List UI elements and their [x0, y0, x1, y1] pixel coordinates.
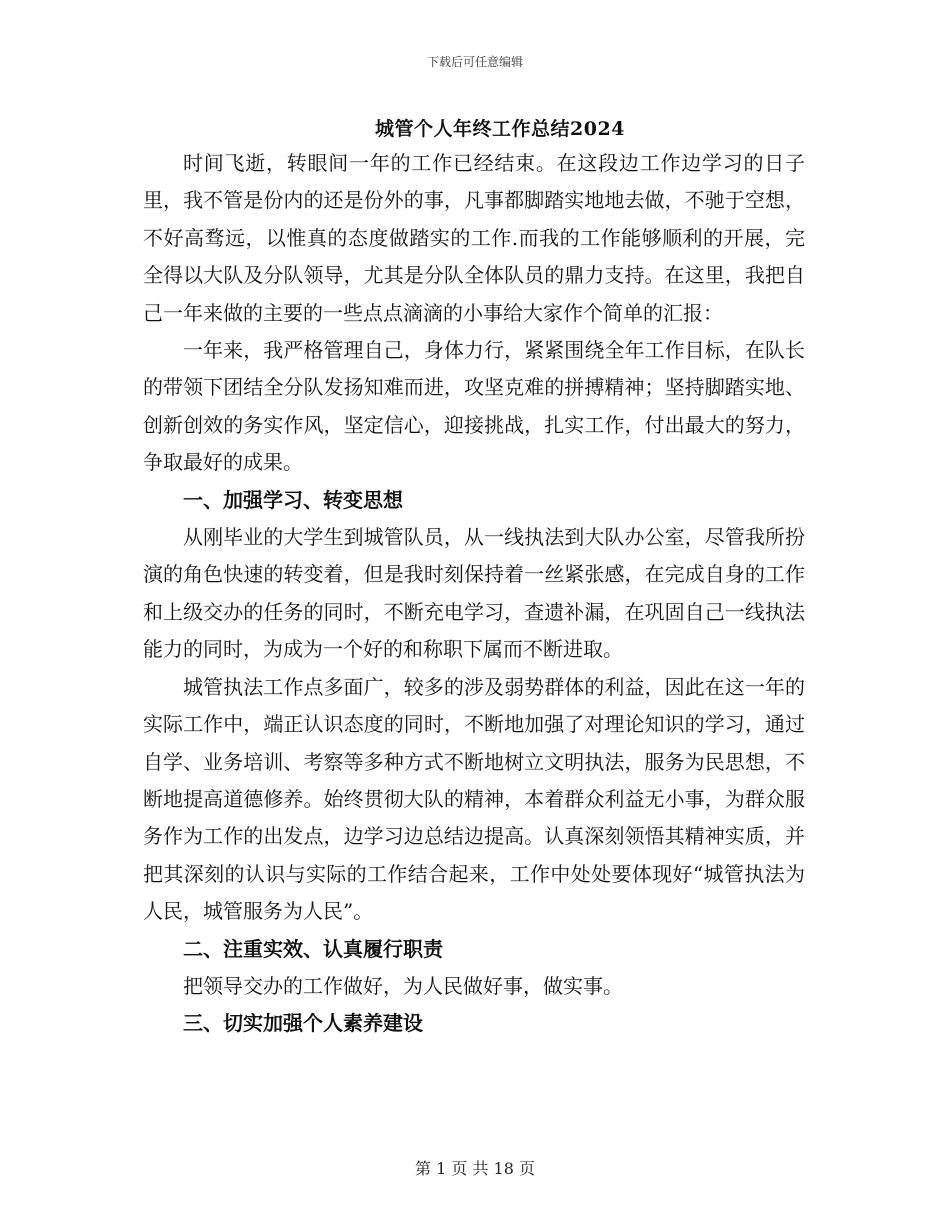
section-heading-1: 一、加强学习、转变思想	[183, 487, 403, 512]
page-footer: 第 1 页 共 18 页	[415, 1159, 535, 1178]
paragraph-learning: 从刚毕业的大学生到城管队员，从一线执法到大队办公室，尽管我所扮演的角色快速的转变着，但是我时刻保持着一丝紧张感，在完成自身的工作和上级交办的任务的同时，不断充电学习，查遗补漏，在巩固自己一线执法能力的同时，为成为一个好的和称职下属而不断进取。	[143, 525, 805, 662]
document-title: 城管个人年终工作总结2024	[375, 118, 625, 140]
section-heading-2: 二、注重实效、认真履行职责	[183, 936, 443, 961]
section-heading-3: 三、切实加强个人素养建设	[183, 1011, 423, 1036]
paragraph-intro: 时间飞逝，转眼间一年的工作已经结束。在这段边工作边学习的日子里，我不管是份内的还是份外的事，凡事都脚踏实地地去做，不驰于空想，不好高骛远，以惟真的态度做踏实的工作.而我的工作能够顺利的开展，完全得以大队及分队领导，尤其是分队全体队员的鼎力支持。在这里，我把自己一年来做的主要的一些点点滴滴的小事给大家作个简单的汇报：	[143, 151, 805, 325]
document-body	[143, 145, 805, 1043]
paragraph-duties: 把领导交办的工作做好，为人民做好事，做实事。	[183, 973, 623, 998]
header-note: 下载后可任意编辑	[426, 55, 523, 69]
paragraph-enforcement: 城管执法工作点多面广，较多的涉及弱势群体的利益，因此在这一年的实际工作中，端正认识态度的同时，不断地加强了对理论知识的学习，通过自学、业务培训、考察等多种方式不断地树立文明执法，服务为民思想，不断地提高道德修养。始终贯彻大队的精神，本着群众利益无小事，为群众服务作为工作的出发点，边学习边总结边提高。认真深刻领悟其精神实质，并把其深刻的认识与实际的工作结合起来，工作中处处要体现好“城管执法为人民，城管服务为人民”。	[143, 674, 805, 924]
paragraph-year-summary: 一年来，我严格管理自己，身体力行，紧紧围绕全年工作目标，在队长的带领下团结全分队发扬知难而进，攻坚克难的拼搏精神；坚持脚踏实地、创新创效的务实作风，坚定信心，迎接挑战，扎实工作，付出最大的努力，争取最好的成果。	[143, 338, 805, 475]
